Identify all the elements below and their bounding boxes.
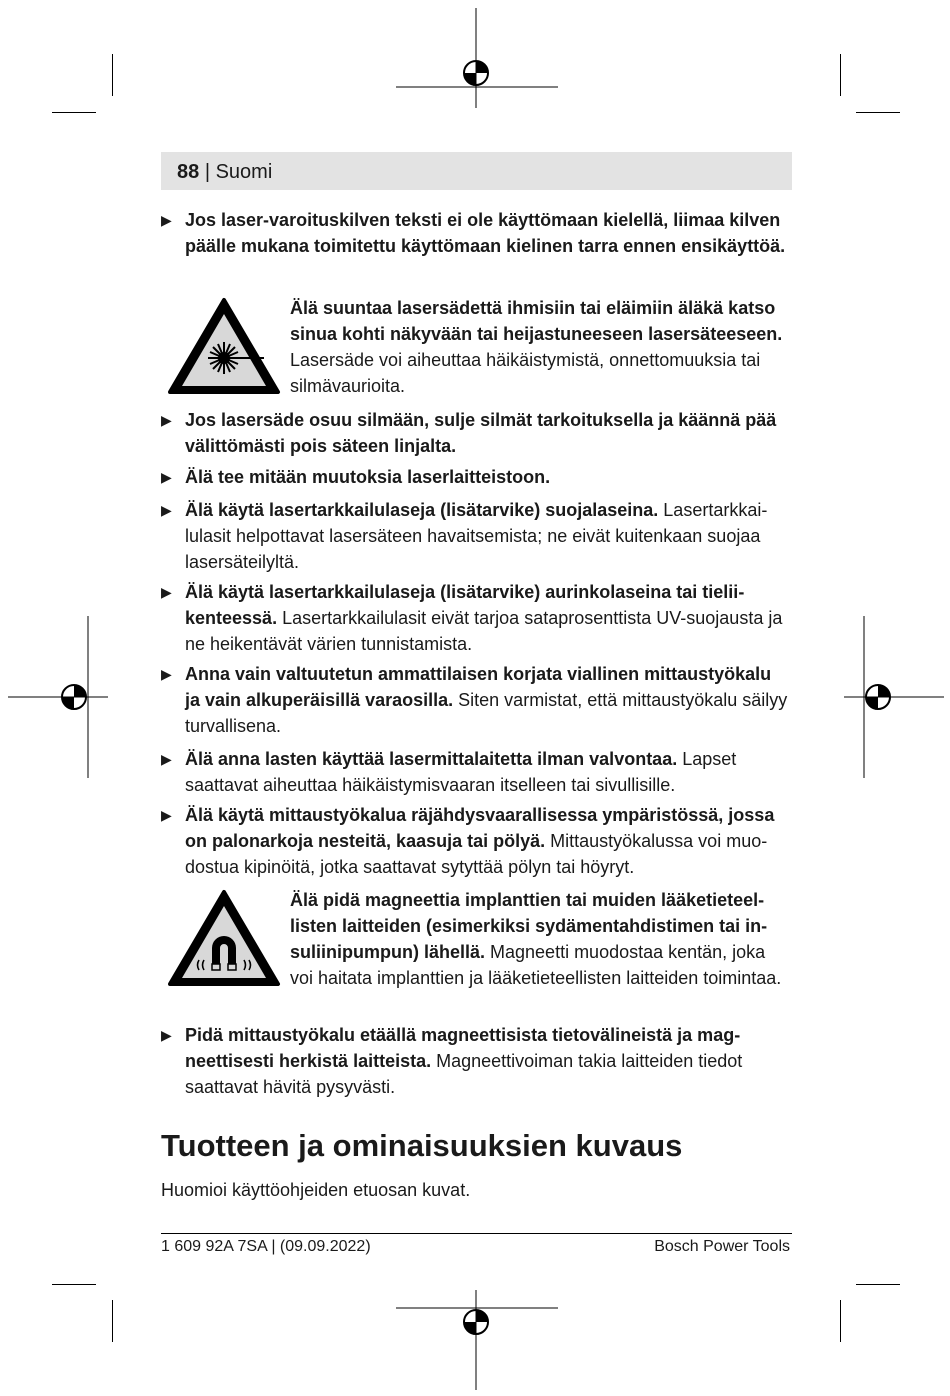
section-text: Huomioi käyttöohjeiden etuosan kuvat.: [161, 1180, 471, 1200]
registration-target-icon: [8, 616, 108, 778]
bullet-arrow-icon: ▶: [161, 412, 172, 428]
crop-mark: [840, 54, 841, 96]
bullet-normal-text: Lasertarkkailulasit eivät tarjoa sataprosenttista UV-suojausta ja ne heikentävät värien tunnistamista.: [185, 608, 783, 654]
header-language: Suomi: [215, 161, 273, 183]
safety-bullet: [161, 579, 791, 657]
safety-bullet: [161, 1022, 791, 1100]
bullet-normal-text: Lasertarkkailulasit helpottavat lasersäteen havaitsemista; ne eivät kuitenkaan suojaa lasersäteilyltä.: [185, 500, 768, 572]
bullet-bold-text: Älä käytä lasertarkkailulaseja (lisätarvike) suojalaseina.: [185, 500, 659, 520]
laser-warning-text: [290, 295, 790, 399]
warning-normal-text: Magneetti muodostaa kentän, joka voi haitata implanttien ja lääketieteellisten laitteiden toimintaa.: [290, 942, 782, 988]
registration-target-icon: [844, 616, 944, 778]
bullet-arrow-icon: ▶: [161, 666, 172, 682]
crop-mark: [112, 1300, 113, 1342]
safety-bullet: [161, 497, 791, 575]
bullet-arrow-icon: ▶: [161, 502, 172, 518]
section-heading: Tuotteen ja ominaisuuksien kuvaus: [161, 1128, 683, 1163]
bullet-arrow-icon: ▶: [161, 469, 172, 485]
crop-mark: [112, 54, 113, 96]
bullet-bold-text: Älä käytä lasertarkkailulaseja (lisätarvike) aurinkolaseina tai tieliikenteessä.: [185, 582, 745, 628]
footer-brand: Bosch Power Tools: [654, 1238, 790, 1255]
bullet-bold-text: Jos laser-varoituskilven teksti ei ole käyttömaan kielellä, liimaa kilven päälle mukana toimitettu käyttömaan kielinen tarra ennen ensikäyttöä.: [185, 210, 786, 256]
crop-mark: [52, 1284, 96, 1285]
magnet-warning-text: [290, 887, 790, 991]
laser-warning-icon: [166, 296, 282, 396]
safety-bullet: [161, 661, 791, 739]
safety-bullet: [161, 802, 791, 880]
footer-document-id: 1 609 92A 7SA | (09.09.2022): [161, 1238, 371, 1255]
safety-bullet: [161, 207, 791, 259]
header-separator: |: [204, 161, 211, 183]
bullet-arrow-icon: ▶: [161, 212, 172, 228]
bullet-arrow-icon: ▶: [161, 584, 172, 600]
footer-rule: [161, 1233, 792, 1234]
bullet-arrow-icon: ▶: [161, 1027, 172, 1043]
warning-normal-text: Lasersäde voi aiheuttaa häikäistymistä, onnettomuuksia tai silmävaurioita.: [290, 350, 761, 396]
bullet-bold-text: Älä tee mitään muutoksia laserlaitteistoon.: [185, 467, 551, 487]
crop-mark: [52, 112, 96, 113]
registration-target-icon: [396, 8, 558, 108]
bullet-bold-text: Älä anna lasten käyttää lasermittalaitetta ilman valvontaa.: [185, 749, 678, 769]
page-number: 88: [177, 161, 200, 183]
bullet-bold-text: Anna vain valtuutetun ammattilaisen korjata viallinen mittaustyökalu ja vain alkuperäisillä varaosilla.: [185, 664, 772, 710]
bullet-bold-text: Jos lasersäde osuu silmään, sulje silmät tarkoituksella ja käännä pää välittömästi pois säteen linjalta.: [185, 410, 777, 456]
bullet-normal-text: Siten varmistat, että mittaustyökalu säilyy turvallisena.: [185, 690, 788, 736]
bullet-normal-text: Mittaustyökalussa voi muodostua kipinöitä, jotka saattavat sytyttää pölyn tai höyryt.: [185, 831, 768, 877]
warning-bold-text: Älä suuntaa lasersädettä ihmisiin tai eläimiin äläkä katso sinua kohti näkyvään tai heijastuneeseen lasersäteeseen.: [290, 298, 783, 344]
crop-mark: [856, 1284, 900, 1285]
crop-mark: [856, 112, 900, 113]
bullet-bold-text: Pidä mittaustyökalu etäällä magneettisista tietovälineistä ja magneettisesti herkistä laitteista.: [185, 1025, 741, 1071]
bullet-normal-text: Lapset saattavat aiheuttaa häikäistymisvaaran itselleen tai sivullisille.: [185, 749, 737, 795]
bullet-bold-text: Älä käytä mittaustyökalua räjähdysvaarallisessa ympäristössä, jossa on palonarkoja nesteitä, kaasuja tai pölyä.: [185, 805, 775, 851]
safety-bullet: [161, 464, 791, 490]
page-header: [177, 160, 272, 184]
bullet-arrow-icon: ▶: [161, 807, 172, 823]
safety-bullet: [161, 746, 791, 798]
crop-mark: [840, 1300, 841, 1342]
magnet-warning-icon: [166, 888, 282, 988]
bullet-normal-text: Magneettivoiman takia laitteiden tiedot saattavat hävitä pysyvästi.: [185, 1051, 743, 1097]
safety-bullet: [161, 407, 791, 459]
bullet-arrow-icon: ▶: [161, 751, 172, 767]
registration-target-icon: [396, 1290, 558, 1390]
warning-bold-text: Älä pidä magneettia implanttien tai muiden lääketieteellisten laitteiden (esimerkiksi sydämentahdistimen tai insuliinipumpun) lähellä.: [290, 890, 768, 962]
